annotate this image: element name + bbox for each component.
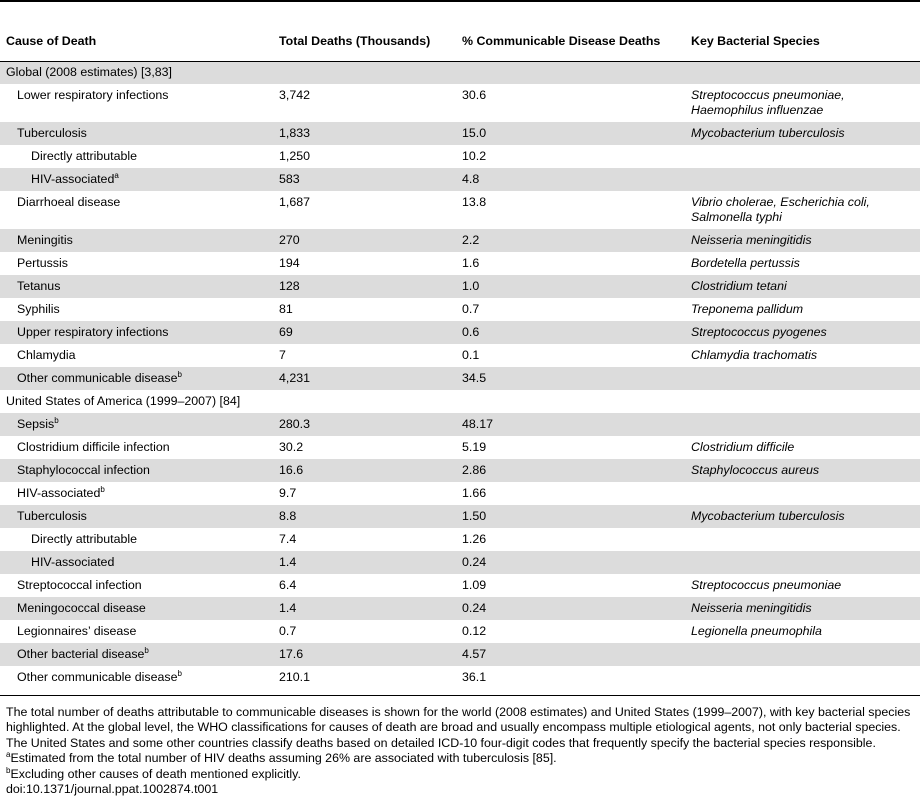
table-top-rule bbox=[0, 0, 920, 2]
percent-cell: 1.6 bbox=[462, 256, 480, 270]
cause-label: Meningitis bbox=[17, 233, 73, 247]
total-deaths-cell: 8.8 bbox=[279, 505, 462, 528]
percent-cell: 0.7 bbox=[462, 302, 480, 316]
column-header-species: Key Bacterial Species bbox=[691, 34, 820, 48]
cause-cell bbox=[0, 298, 279, 321]
table-notes bbox=[6, 705, 920, 797]
total-deaths-cell: 270 bbox=[279, 229, 462, 252]
cause-cell bbox=[0, 436, 279, 459]
cause-cell bbox=[0, 505, 279, 528]
footnote-mark: b bbox=[177, 668, 182, 678]
table-caption: The total number of deaths attributable to communicable diseases is shown for the world (2008 estimates) and United States (1999–2007), with key bacterial species highlighted. At the global level, the WHO classifications for causes of death are broad and usually encompass multiple etiological agents, not only bacterial species. The United States and some other countries classify deaths based on detailed ICD-10 four-digit codes that frequently specify the bacterial species responsible. bbox=[6, 705, 911, 750]
cause-cell bbox=[0, 666, 279, 689]
total-deaths-cell: 3,742 bbox=[279, 88, 311, 102]
percent-cell bbox=[462, 390, 691, 413]
cause-label: Tuberculosis bbox=[17, 509, 87, 523]
species-cell: Bordetella pertussis bbox=[691, 256, 800, 270]
table-row bbox=[0, 191, 920, 229]
table-row bbox=[0, 620, 920, 643]
table-row bbox=[0, 436, 920, 459]
cause-label: Directly attributable bbox=[31, 532, 138, 546]
cause-label: Tetanus bbox=[17, 279, 61, 293]
table-row bbox=[0, 298, 920, 321]
cause-cell bbox=[0, 84, 279, 122]
percent-cell: 2.86 bbox=[462, 459, 691, 482]
total-deaths-cell: 128 bbox=[279, 275, 462, 298]
total-deaths-cell: 1.4 bbox=[279, 551, 462, 574]
cause-label: Meningococcal disease bbox=[17, 601, 146, 615]
total-deaths-cell bbox=[279, 390, 462, 413]
table-row bbox=[0, 229, 920, 252]
cause-label: HIV-associated bbox=[31, 555, 115, 569]
header-row bbox=[0, 29, 920, 61]
table-row bbox=[0, 643, 920, 666]
footnote-b bbox=[6, 767, 920, 782]
percent-cell: 0.24 bbox=[462, 551, 691, 574]
cause-cell bbox=[0, 574, 279, 597]
percent-cell: 1.09 bbox=[462, 578, 487, 592]
percent-cell: 0.1 bbox=[462, 348, 480, 362]
footnote-a-text: Estimated from the total number of HIV deaths assuming 26% are associated with tuberculosis [85]. bbox=[10, 751, 557, 766]
percent-cell: 4.8 bbox=[462, 168, 691, 191]
cause-cell bbox=[0, 482, 279, 505]
cause-label: Clostridium difficile infection bbox=[17, 440, 170, 454]
percent-cell: 0.6 bbox=[462, 321, 691, 344]
cause-cell bbox=[0, 620, 279, 643]
species-cell: Legionella pneumophila bbox=[691, 624, 822, 638]
cause-label: United States of America (1999–2007) [84] bbox=[6, 394, 241, 408]
cause-cell bbox=[0, 168, 279, 191]
total-deaths-cell: 9.7 bbox=[279, 486, 297, 500]
percent-cell: 1.66 bbox=[462, 486, 487, 500]
footnote-mark: a bbox=[114, 170, 119, 180]
table-bottom-rule bbox=[0, 695, 920, 696]
table-row bbox=[0, 528, 920, 551]
cause-label: Other communicable disease bbox=[17, 670, 178, 684]
percent-cell: 4.57 bbox=[462, 643, 691, 666]
species-cell bbox=[691, 551, 920, 574]
cause-cell bbox=[0, 191, 279, 229]
total-deaths-cell: 583 bbox=[279, 168, 462, 191]
cause-cell bbox=[0, 643, 279, 666]
section-label bbox=[0, 61, 279, 84]
percent-cell: 48.17 bbox=[462, 413, 691, 436]
table-row bbox=[0, 505, 920, 528]
species-cell bbox=[691, 367, 920, 390]
cause-label: Chlamydia bbox=[17, 348, 76, 362]
percent-cell: 2.2 bbox=[462, 229, 691, 252]
species-cell bbox=[691, 168, 920, 191]
cause-cell bbox=[0, 551, 279, 574]
footnote-mark: b bbox=[54, 415, 59, 425]
footnote-b-mark: b bbox=[6, 765, 11, 775]
column-header-total-deaths: Total Deaths (Thousands) bbox=[279, 34, 431, 48]
table-row bbox=[0, 597, 920, 620]
table-row bbox=[0, 84, 920, 122]
species-cell bbox=[691, 390, 920, 413]
table-row bbox=[0, 168, 920, 191]
footnote-mark: b bbox=[144, 645, 149, 655]
species-cell bbox=[691, 61, 920, 84]
causes-of-death-table bbox=[0, 29, 920, 689]
species-cell: Neisseria meningitidis bbox=[691, 229, 920, 252]
percent-cell: 5.19 bbox=[462, 440, 487, 454]
cause-label: Diarrhoeal disease bbox=[17, 195, 121, 209]
table-row bbox=[0, 413, 920, 436]
species-cell: Neisseria meningitidis bbox=[691, 597, 920, 620]
table-row bbox=[0, 321, 920, 344]
percent-cell: 0.24 bbox=[462, 597, 691, 620]
table-row bbox=[0, 367, 920, 390]
species-cell: Treponema pallidum bbox=[691, 302, 804, 316]
table-header bbox=[0, 29, 920, 61]
species-cell bbox=[691, 145, 920, 168]
percent-cell: 1.50 bbox=[462, 505, 691, 528]
percent-cell: 36.1 bbox=[462, 670, 487, 684]
percent-cell: 1.0 bbox=[462, 275, 691, 298]
species-cell: Mycobacterium tuberculosis bbox=[691, 505, 920, 528]
total-deaths-cell: 1,250 bbox=[279, 149, 311, 163]
total-deaths-cell: 194 bbox=[279, 256, 300, 270]
section-label bbox=[0, 390, 279, 413]
species-cell: Clostridium difficile bbox=[691, 440, 795, 454]
table-row bbox=[0, 145, 920, 168]
species-cell: Chlamydia trachomatis bbox=[691, 348, 818, 362]
total-deaths-cell: 1.4 bbox=[279, 597, 462, 620]
table-row bbox=[0, 275, 920, 298]
cause-label: Legionnaires’ disease bbox=[17, 624, 137, 638]
cause-label: Directly attributable bbox=[31, 149, 138, 163]
species-cell bbox=[691, 413, 920, 436]
section-row bbox=[0, 61, 920, 84]
cause-cell bbox=[0, 275, 279, 298]
species-cell: Clostridium tetani bbox=[691, 275, 920, 298]
percent-cell: 13.8 bbox=[462, 195, 487, 209]
table-row bbox=[0, 122, 920, 145]
percent-cell: 1.26 bbox=[462, 532, 487, 546]
species-cell: Streptococcus pneumoniae bbox=[691, 578, 842, 592]
footnote-a bbox=[6, 751, 920, 766]
table-row bbox=[0, 574, 920, 597]
percent-cell bbox=[462, 61, 691, 84]
table-row bbox=[0, 666, 920, 689]
cause-cell bbox=[0, 597, 279, 620]
table-row bbox=[0, 482, 920, 505]
cause-cell bbox=[0, 459, 279, 482]
footnote-mark: b bbox=[177, 369, 182, 379]
total-deaths-cell: 6.4 bbox=[279, 578, 297, 592]
species-cell: Streptococcus pneumoniae, Haemophilus influenzae bbox=[691, 88, 845, 117]
total-deaths-cell: 81 bbox=[279, 302, 293, 316]
species-cell: Staphylococcus aureus bbox=[691, 459, 920, 482]
total-deaths-cell: 16.6 bbox=[279, 459, 462, 482]
cause-cell bbox=[0, 413, 279, 436]
cause-label: Pertussis bbox=[17, 256, 68, 270]
cause-cell bbox=[0, 344, 279, 367]
total-deaths-cell: 7 bbox=[279, 348, 286, 362]
cause-label: HIV-associated bbox=[17, 486, 101, 500]
total-deaths-cell bbox=[279, 61, 462, 84]
footnote-mark: b bbox=[100, 484, 105, 494]
species-cell bbox=[691, 643, 920, 666]
percent-cell: 10.2 bbox=[462, 149, 487, 163]
cause-label: Sepsis bbox=[17, 417, 55, 431]
percent-cell: 15.0 bbox=[462, 122, 691, 145]
doi-link[interactable]: doi:10.1371/journal.ppat.1002874.t001 bbox=[6, 782, 219, 797]
cause-label: Staphylococcal infection bbox=[17, 463, 150, 477]
total-deaths-cell: 210.1 bbox=[279, 670, 311, 684]
total-deaths-cell: 30.2 bbox=[279, 440, 304, 454]
column-header-percent: % Communicable Disease Deaths bbox=[462, 34, 661, 48]
total-deaths-cell: 1,833 bbox=[279, 122, 462, 145]
species-cell bbox=[691, 528, 920, 551]
species-cell: Vibrio cholerae, Escherichia coli, Salmonella typhi bbox=[691, 195, 870, 224]
footnote-a-mark: a bbox=[6, 750, 11, 760]
species-cell bbox=[691, 482, 920, 505]
total-deaths-cell: 69 bbox=[279, 321, 462, 344]
species-cell: Mycobacterium tuberculosis bbox=[691, 122, 920, 145]
total-deaths-cell: 17.6 bbox=[279, 643, 462, 666]
cause-label: Other communicable disease bbox=[17, 371, 178, 385]
header-rule bbox=[0, 61, 920, 62]
total-deaths-cell: 7.4 bbox=[279, 532, 297, 546]
percent-cell: 30.6 bbox=[462, 88, 487, 102]
cause-cell bbox=[0, 367, 279, 390]
cause-label: Upper respiratory infections bbox=[17, 325, 169, 339]
cause-cell bbox=[0, 528, 279, 551]
column-header-cause: Cause of Death bbox=[6, 34, 97, 48]
table-row bbox=[0, 344, 920, 367]
total-deaths-cell: 4,231 bbox=[279, 367, 462, 390]
cause-cell bbox=[0, 145, 279, 168]
cause-cell bbox=[0, 122, 279, 145]
section-row bbox=[0, 390, 920, 413]
cause-label: Syphilis bbox=[17, 302, 60, 316]
table-row bbox=[0, 551, 920, 574]
cause-label: Global (2008 estimates) [3,83] bbox=[6, 65, 172, 79]
total-deaths-cell: 280.3 bbox=[279, 413, 462, 436]
cause-label: Streptococcal infection bbox=[17, 578, 142, 592]
species-cell: Streptococcus pyogenes bbox=[691, 321, 920, 344]
cause-label: Tuberculosis bbox=[17, 126, 87, 140]
cause-cell bbox=[0, 252, 279, 275]
total-deaths-cell: 1,687 bbox=[279, 195, 311, 209]
cause-cell bbox=[0, 321, 279, 344]
cause-label: HIV-associated bbox=[31, 172, 115, 186]
table-body bbox=[0, 61, 920, 689]
cause-cell bbox=[0, 229, 279, 252]
footnote-b-text: Excluding other causes of death mentioned explicitly. bbox=[10, 766, 301, 781]
percent-cell: 34.5 bbox=[462, 367, 691, 390]
cause-label: Other bacterial disease bbox=[17, 647, 145, 661]
percent-cell: 0.12 bbox=[462, 624, 487, 638]
species-cell bbox=[691, 666, 920, 689]
total-deaths-cell: 0.7 bbox=[279, 624, 297, 638]
cause-label: Lower respiratory infections bbox=[17, 88, 169, 102]
table-row bbox=[0, 459, 920, 482]
table-row bbox=[0, 252, 920, 275]
